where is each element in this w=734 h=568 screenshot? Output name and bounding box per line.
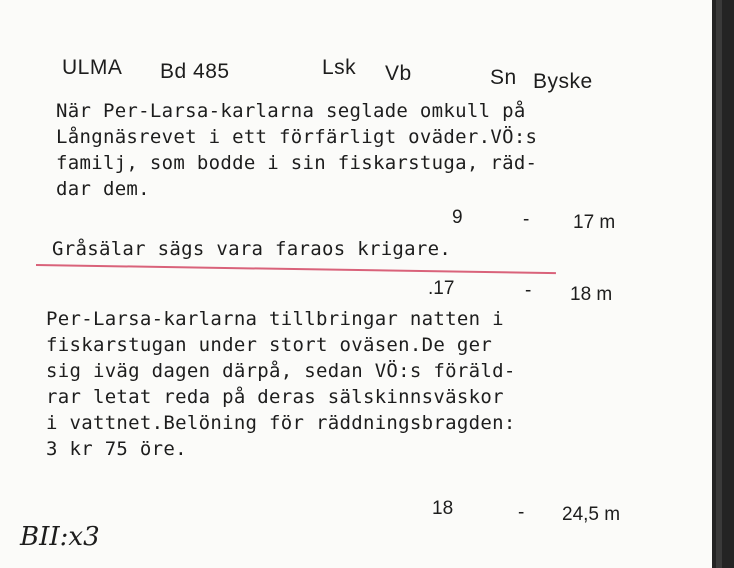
- header-volume: Bd 485: [160, 60, 230, 83]
- entry3-range-to: 24,5 m: [562, 504, 621, 525]
- header-place: ULMA: [62, 56, 123, 79]
- entry2-line1: Gråsälar sägs vara faraos krigare.: [52, 238, 452, 260]
- header-parish: Byske: [533, 70, 593, 93]
- entry1-line4: dar dem.: [56, 178, 150, 200]
- entry3-line1: Per-Larsa-karlarna tillbringar natten i: [46, 308, 504, 330]
- handwritten-catalog-mark: BII:x3: [20, 522, 100, 552]
- entry3-line5: i vattnet.Belöning för räddningsbragden:: [46, 412, 516, 434]
- entry1-line3: familj, som bodde i sin fiskarstuga, räd-: [56, 152, 538, 174]
- entry3-line6: 3 kr 75 öre.: [46, 438, 187, 460]
- entry2-range-to: 18 m: [570, 284, 613, 305]
- entry3-line4: rar letat reda på deras sälskinnsväskor: [46, 386, 504, 408]
- entry1-line1: När Per-Larsa-karlarna seglade omkull på: [56, 100, 526, 122]
- entry1-range-from: 9: [452, 207, 463, 228]
- header-sn: Sn: [490, 66, 517, 89]
- scan-right-edge: [712, 0, 734, 568]
- entry2-underline: [36, 264, 556, 274]
- entry3-range-from: 18: [432, 498, 454, 519]
- entry3-range-dash: -: [518, 502, 525, 523]
- entry1-range-dash: -: [523, 209, 530, 230]
- header-province: Vb: [385, 62, 412, 85]
- entry2-range-from: .17: [428, 278, 455, 299]
- entry3-line3: sig iväg dagen därpå, sedan VÖ:s föräld-: [46, 360, 516, 382]
- entry2-range-dash: -: [525, 280, 532, 301]
- header-lsk: Lsk: [322, 56, 357, 79]
- entry3-line2: fiskarstugan under stort oväsen.De ger: [46, 334, 493, 356]
- entry1-range-to: 17 m: [573, 212, 616, 233]
- entry1-line2: Långnäsrevet i ett förfärligt oväder.VÖ:s: [56, 126, 538, 148]
